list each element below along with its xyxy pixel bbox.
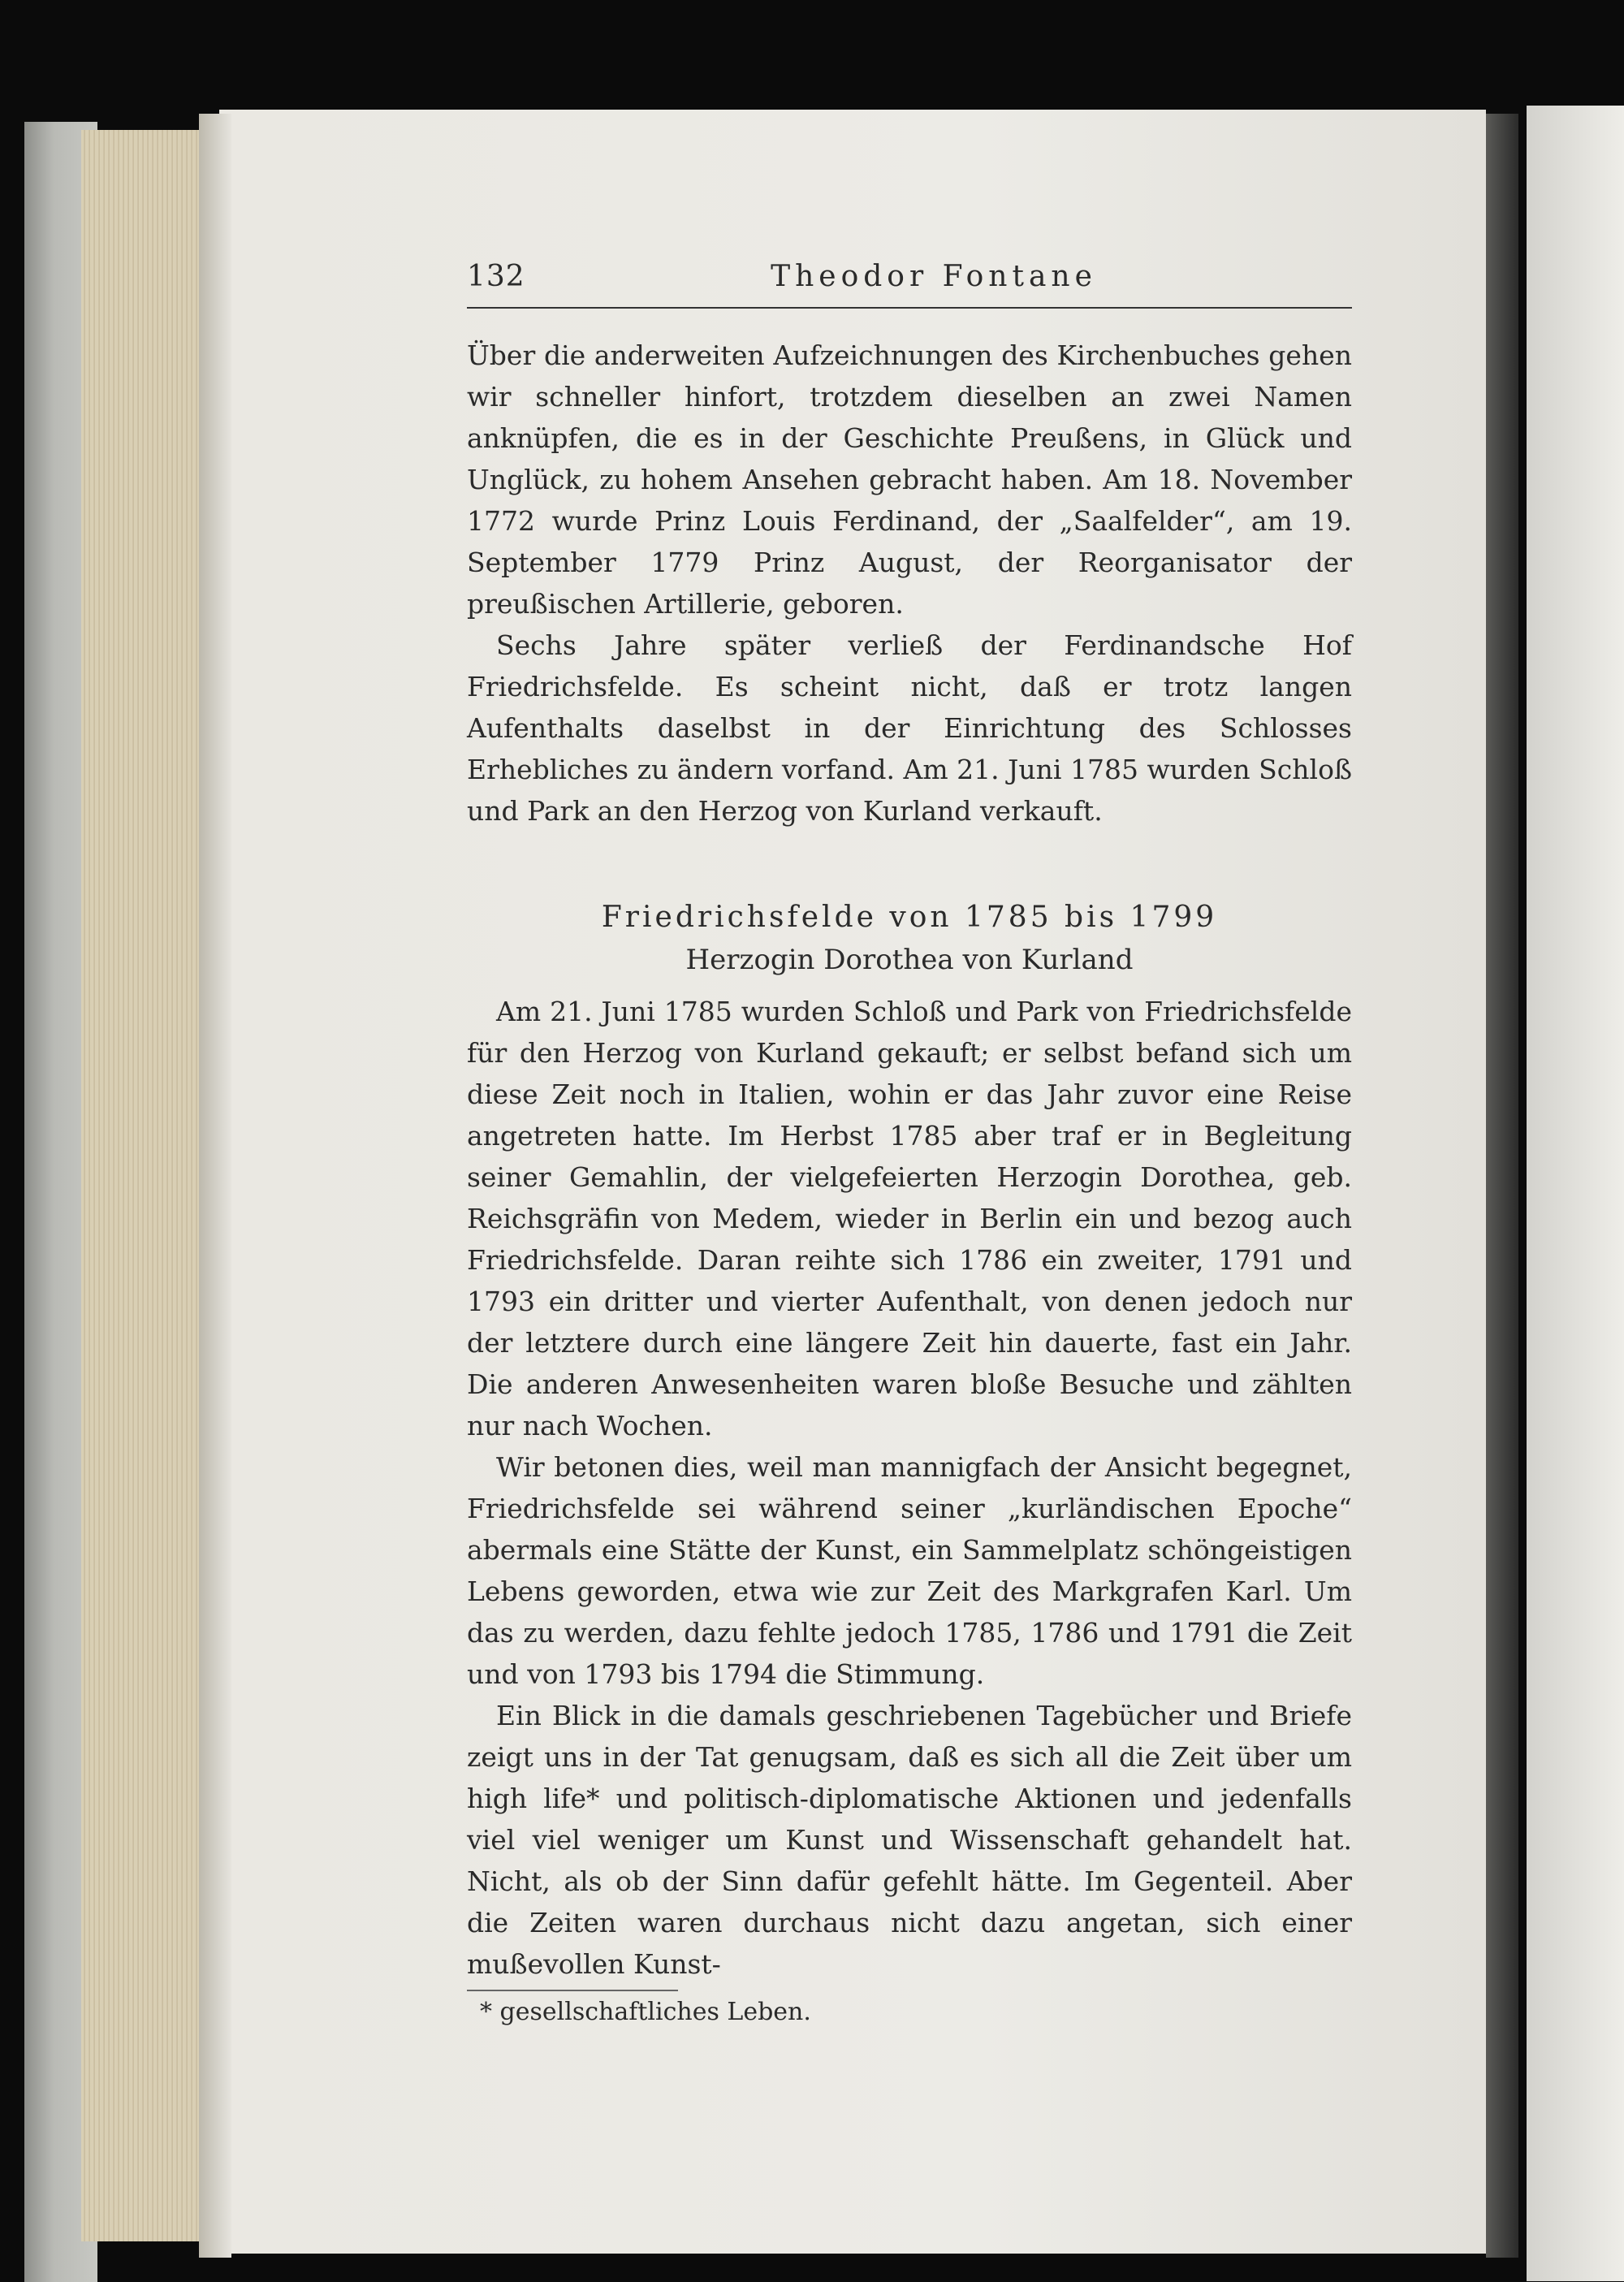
paragraph: Sechs Jahre später verließ der Ferdinandsche Hof Friedrichsfelde. Es scheint nicht, daß er trotz langen Aufenthalts daselbst in der Einrichtung des Schlosses Erhebliches zu ändern vorfand. Am 21. Juni 1785 wurden Schloß und Park an den Herzog von Kurland verkauft. — [467, 629, 1352, 827]
paragraph: Am 21. Juni 1785 wurden Schloß und Park von Friedrichsfelde für den Herzog von Kurland gekauft; er selbst befand sich um diese Zeit noch in Italien, wohin er das Jahr zuvor eine Reise angetreten hatte. Im Herbst 1785 aber traf er in Begleitung seiner Gemahlin, der vielgefeierten Herzogin Dorothea, geb. Reichsgräfin von Medem, wieder in Berlin ein und bezog auch Friedrichsfelde. Daran reihte sich 1786 ein zweiter, 1791 und 1793 ein dritter und vierter Aufenthalt, von denen jedoch nur der letztere durch eine längere Zeit hin dauerte, fast ein Jahr. Die anderen Anwesenheiten waren bloße Besuche und zählten nur nach Wochen. — [467, 996, 1352, 1441]
running-head-title: Theodor Fontane — [771, 260, 1097, 293]
footnote: * gesellschaftliches Leben. — [480, 1998, 811, 2026]
right-page-edge — [1527, 106, 1624, 2281]
paragraph: Über die anderweiten Aufzeichnungen des Kirchenbuches gehen wir schneller hinfort, trotzdem dieselben an zwei Namen anknüpfen, die es in der Geschichte Preußens, in Glück und Unglück, zu hohem Ansehen gebracht haben. Am 18. November 1772 wurde Prinz Louis Ferdinand, der „Saalfelder“, am 19. September 1779 Prinz August, der Reorganisator der preußischen Artillerie, geboren. — [467, 339, 1352, 620]
running-head — [467, 260, 1352, 309]
footnote-rule — [467, 1990, 678, 1991]
page-content — [467, 260, 1352, 2030]
paragraph: Ein Blick in die damals geschriebenen Tagebücher und Briefe zeigt uns in der Tat genugsam, daß es sich all die Zeit über um high life* und politisch-diplomatische Aktionen und jedenfalls viel viel weniger um Kunst und Wissenschaft gehandelt hat. Nicht, als ob der Sinn dafür gefehlt hätte. Im Gegenteil. Aber die Zeiten waren durchaus nicht dazu angetan, sich einer mußevollen Kunst- — [467, 1700, 1352, 1980]
right-cover-edge — [1486, 114, 1518, 2258]
page-gutter — [199, 114, 231, 2258]
page-number: 132 — [467, 260, 525, 293]
section-title: Friedrichsfelde von 1785 bis 1799 — [601, 901, 1218, 934]
section-subtitle: Herzogin Dorothea von Kurland — [685, 944, 1134, 976]
paragraph: Wir betonen dies, weil man mannigfach der Ansicht begegnet, Friedrichsfelde sei während seiner „kurländischen Epoche“ abermals eine Stätte der Kunst, ein Sammelplatz schöngeistigen Lebens geworden, etwa wie zur Zeit des Markgrafen Karl. Um das zu werden, dazu fehlte jedoch 1785, 1786 und 1791 die Zeit und von 1793 bis 1794 die Stimmung. — [467, 1451, 1352, 1690]
